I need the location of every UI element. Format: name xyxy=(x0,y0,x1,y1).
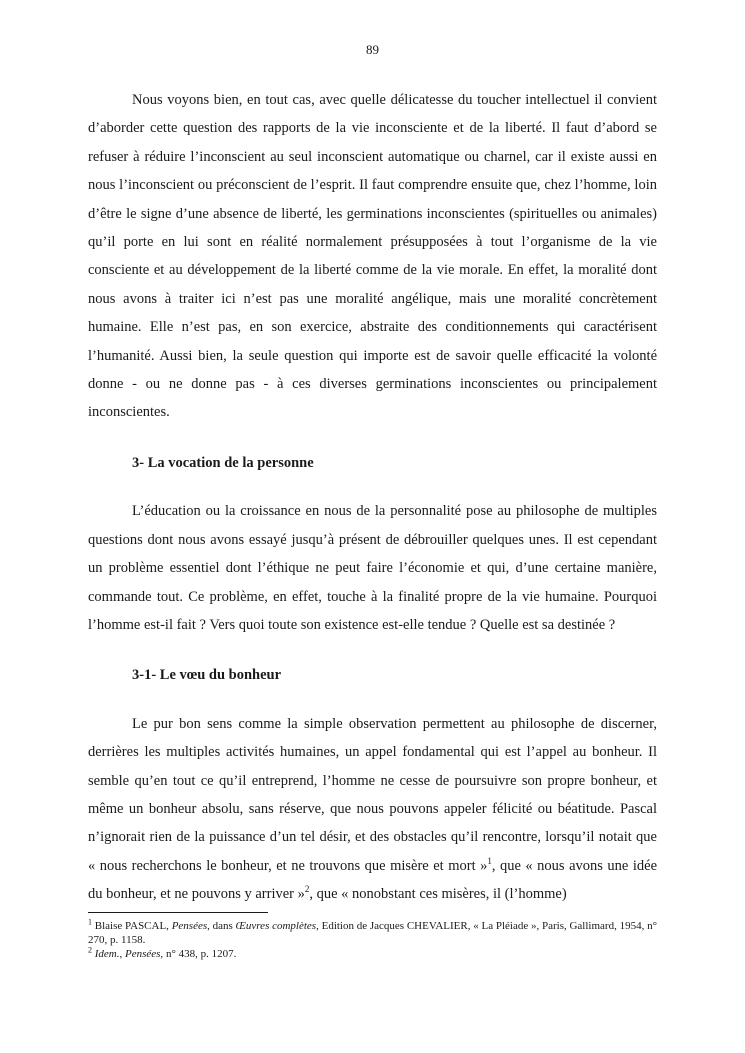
footnote-1-title-pensees: Pensées xyxy=(171,920,208,932)
footnote-2-sep: , xyxy=(119,948,125,960)
paragraph-2: L’éducation ou la croissance en nous de la personnalité pose au philosophe de multiples questions dont nous avons essayé jusqu’à présent de débrouiller quelques unes. Il est cependant un problème essentiel dont l’éthique ne peut faire l’économie et qui, d’une certaine manière, commande tout. Ce problème, en effet, touche à la finalité propre de la vie humaine. Pourquoi l’homme est-il fait ? Vers quoi toute son existence est-elle tendue ? Quelle est sa destinée ? xyxy=(88,503,657,633)
body-text xyxy=(88,86,657,909)
section-heading-vocation: 3- La vocation de la personne xyxy=(132,454,314,471)
paragraph-1: Nous voyons bien, en tout cas, avec quelle délicatesse du toucher intellectuel il convient d’aborder cette question des rapports de la vie inconsciente et de la liberté. Il faut d’abord se refuser à réduire l’inconscient au seul inconscient automatique ou charnel, car il existe aussi en nous l’inconscient ou préconscient de l’esprit. Il faut comprendre ensuite que, chez l’homme, loin d’être le signe d’une absence de liberté, les germinations inconscientes (spirituelles ou animales) qu’il porte en lui sont en réalité normalement présupposées à tout l’organisme de la vie consciente et au développement de la liberté comme de la vie morale. En effet, la moralité dont nous avons à traiter ici n’est pas une moralité angélique, mais une moralité concrètement humaine. Elle n’est pas, en son exercice, abstraite des conditionnements qui caractérisent l’humanité. Aussi bien, la seule question qui importe est de savoir quelle efficacité la volonté donne - ou ne donne pas - à ces diverses germinations inconscientes ou principalement inconscientes. xyxy=(88,92,657,421)
footnote-1-rest: , Edition de Jacques CHEVALIER, « La Pléiade », Paris, Gallimard, 1954, n° 270, p. 1158. xyxy=(88,920,657,946)
footnote-2-rest: n° 438, p. 1207. xyxy=(163,948,237,960)
footnote-2 xyxy=(88,947,657,961)
footnote-2-number: 2 xyxy=(88,945,92,955)
paragraph-3-part-a: Le pur bon sens comme la simple observation permettent au philosophe de discerner, derrières les multiples activités humaines, un appel fondamental qui est l’appel au bonheur. Il semble qu’en tout ce qu’il entreprend, l’homme ne cesse de poursuivre son propre bonheur, et même un bonheur absolu, sans réserve, que nous pouvons appeler félicité ou béatitude. Pascal n’ignorait rien de la puissance d’un tel désir, et des obstacles qu’il rencontre, lorsqu’il notait que « nous recherchons le bonheur, et ne trouvons que misère et mort » xyxy=(88,715,657,874)
footnote-2-title: Pensées, xyxy=(125,948,164,960)
footnote-2-idem: Idem. xyxy=(94,948,120,960)
paragraph-3-part-b: , que « nous avons une idée du bonheur, et ne pouvons y arriver » xyxy=(88,857,658,903)
footnotes xyxy=(88,912,657,961)
page-number: 89 xyxy=(366,42,379,57)
section-heading-bonheur: 3-1- Le vœu du bonheur xyxy=(132,667,282,684)
footnote-1-title-oeuvres: Œuvres complètes xyxy=(235,920,317,932)
footnote-1-mid: , dans xyxy=(207,920,236,932)
footnote-1 xyxy=(88,919,657,947)
footnote-1-author: Blaise PASCAL, xyxy=(94,920,172,932)
paragraph-3-part-c: , que « nonobstant ces misères, il (l’homme) xyxy=(309,886,567,903)
footnote-ref-2[interactable]: 2 xyxy=(304,884,310,895)
paragraph-3 xyxy=(88,710,657,909)
footnote-separator xyxy=(88,912,268,913)
footnote-1-number: 1 xyxy=(88,917,92,927)
footnote-ref-1[interactable]: 1 xyxy=(487,855,492,866)
